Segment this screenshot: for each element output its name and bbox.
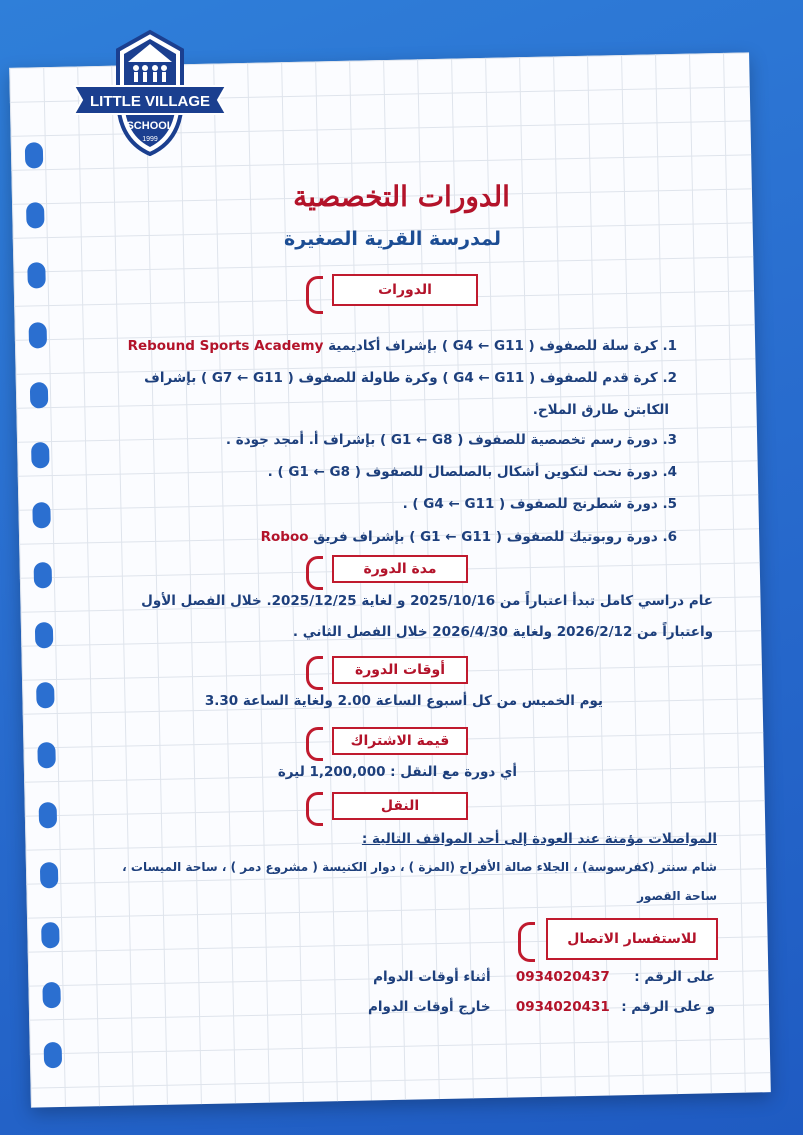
section-label-fee: قيمة الاشتراك — [332, 727, 468, 755]
course-item-5: 5. دورة شطرنج للصفوف ( G4 ← G11 ) . — [402, 496, 677, 512]
course-item-6: 6. دورة روبوتيك للصفوف ( G1 ← G11 ) بإشراف فريق Roboo — [260, 529, 677, 545]
page-subtitle: لمدرسة القرية الصغيرة — [284, 228, 501, 250]
contact-number-2[interactable]: 0934020431 — [515, 999, 610, 1015]
bracket-decoration — [306, 656, 323, 690]
bracket-decoration — [306, 556, 323, 590]
section-label-courses: الدورات — [332, 274, 478, 306]
duration-line-2: واعتباراً من 2026/2/12 ولغاية 2026/4/30 خلال الفصل الثاني . — [292, 624, 713, 640]
school-logo — [70, 28, 230, 158]
course-org-robotics: Roboo — [260, 529, 309, 545]
times-line: يوم الخميس من كل أسبوع الساعة 2.00 ولغاية الساعة 3.30 — [204, 693, 603, 709]
fee-line: أي دورة مع النقل : 1,200,000 ليرة — [277, 764, 517, 780]
contact-row-2 — [275, 999, 715, 1015]
bracket-decoration — [306, 276, 323, 314]
duration-line-1: عام دراسي كامل تبدأ اعتباراً من 2025/10/16 و لغاية 2025/12/25. خلال الفصل الأول — [141, 593, 713, 609]
contact-row-1 — [275, 969, 715, 985]
transport-heading: المواصلات مؤمنة عند العودة إلى أحد المواقف التالية : — [361, 831, 717, 847]
course-item-1: 1. كرة سلة للصفوف ( G4 ← G11 ) بإشراف أكاديمية Rebound Sports Academy — [127, 338, 677, 354]
contact-number-1[interactable]: 0934020437 — [515, 969, 610, 985]
course-item-2-cont: الكابتن طارق الملاح. — [532, 402, 669, 418]
page-title: الدورات التخصصية — [293, 180, 510, 213]
course-org-basketball: Rebound Sports Academy — [127, 338, 324, 354]
contact-note-1: أثناء أوقات الدوام — [373, 969, 491, 985]
course-item-4: 4. دورة نحت لتكوين أشكال بالصلصال للصفوف ( G1 ← G8 ) . — [267, 464, 677, 480]
contact-label-1: على الرقم : — [634, 969, 715, 985]
bracket-decoration — [518, 922, 535, 962]
logo-sub: SCHOOL — [126, 120, 174, 132]
course-item-2: 2. كرة قدم للصفوف ( G4 ← G11 ) وكرة طاولة للصفوف ( G7 ← G11 ) بإشراف — [144, 370, 677, 386]
course-item-3: 3. دورة رسم تخصصية للصفوف ( G1 ← G8 ) بإشراف أ. أمجد جودة . — [225, 432, 677, 448]
section-label-transport: النقل — [332, 792, 468, 820]
section-label-times: أوقات الدورة — [332, 656, 468, 684]
section-label-duration: مدة الدورة — [332, 555, 468, 583]
transport-line-1: شام سنتر (كفرسوسة) ، الجلاء صالة الأفراح (المزة ) ، دوار الكنيسة ( مشروع دمر ) ، ساحة الميسات ، — [122, 860, 717, 874]
section-label-contact: للاستفسار الاتصال — [546, 918, 718, 960]
transport-line-2: ساحة القصور — [637, 889, 717, 903]
logo-year: 1999 — [142, 136, 158, 143]
contact-label-2: و على الرقم : — [621, 999, 715, 1015]
bracket-decoration — [306, 727, 323, 761]
bracket-decoration — [306, 792, 323, 826]
contact-note-2: خارج أوقات الدوام — [367, 999, 491, 1015]
logo-name: LITTLE VILLAGE — [90, 93, 210, 110]
